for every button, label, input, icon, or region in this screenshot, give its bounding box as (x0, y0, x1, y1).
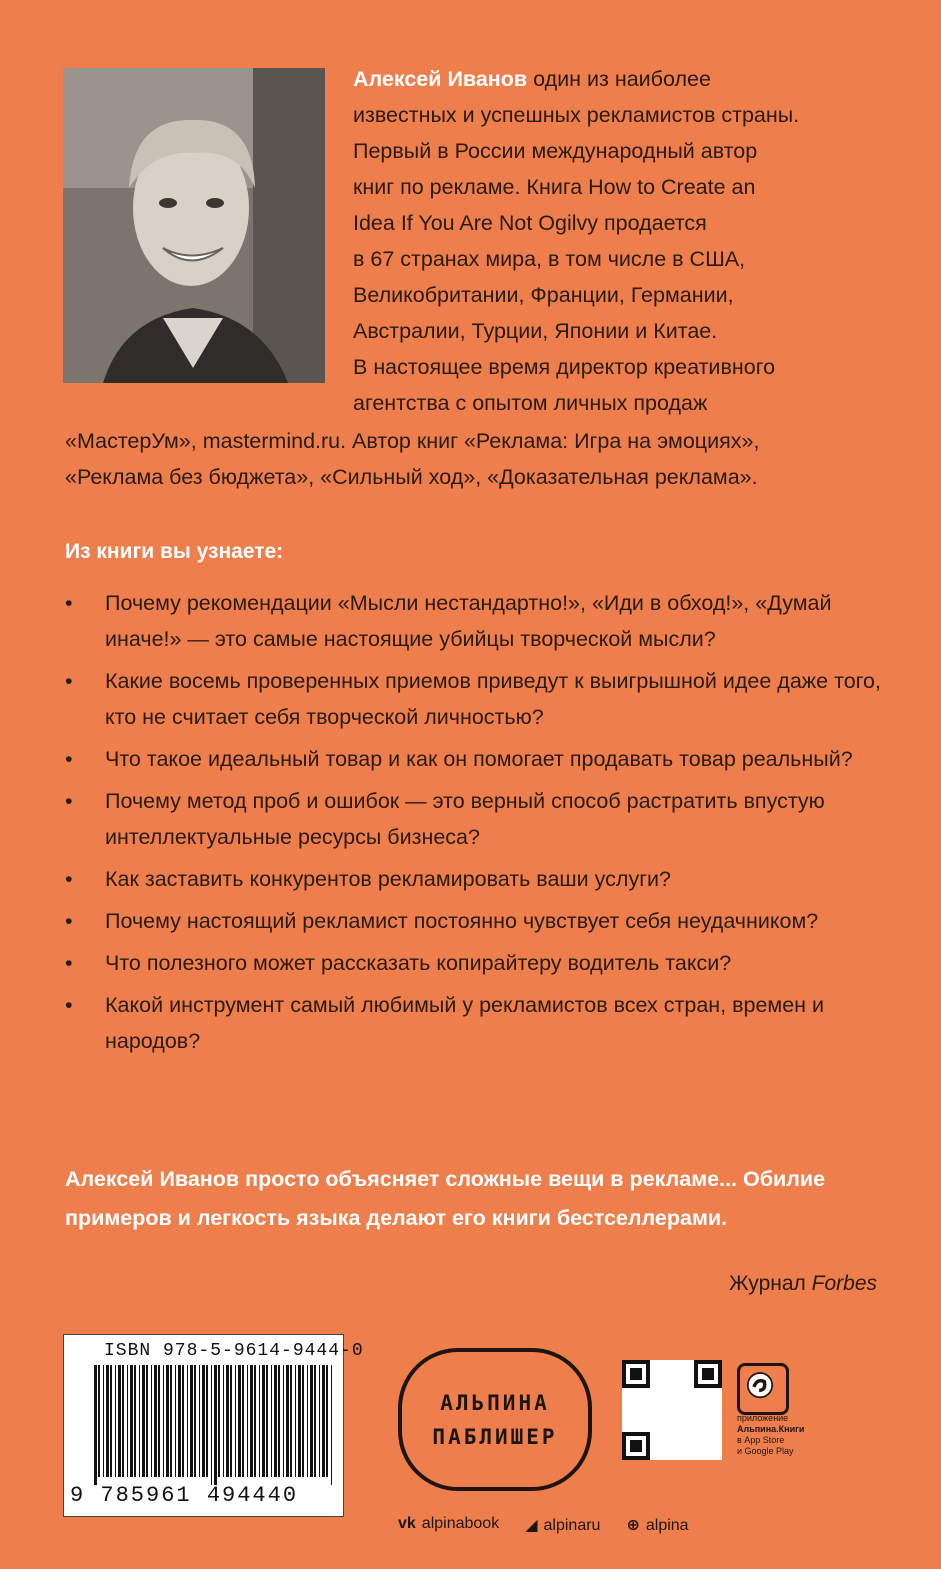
bullet-icon: • (65, 591, 73, 615)
list-item: • Какие восемь проверенных приемов приведут к выигрышной идее даже того, кто не считает себя творческой личностью? (65, 663, 905, 735)
bio-line: Австралии, Турции, Японии и Китае. (353, 319, 718, 343)
quote-source: Журнал Forbes (729, 1272, 877, 1295)
bio-line: в 67 странах мира, в том числе в США, (353, 247, 746, 271)
bio-line: Алексей Иванов один из наиболее (353, 67, 711, 91)
bullet-icon: • (65, 909, 73, 933)
list-item: • Какой инструмент самый любимый у рекламистов всех стран, времен и народов? (65, 987, 905, 1059)
vk-icon: vk (398, 1515, 416, 1532)
social-links (398, 1515, 689, 1535)
isbn-text: ISBN 978-5-9614-9444-0 (104, 1341, 364, 1361)
social-link-vk[interactable]: vk alpinabook (398, 1515, 500, 1532)
author-portrait (63, 68, 325, 383)
bio-line: В настоящее время директор креативного (353, 355, 776, 379)
publisher-logo (398, 1348, 592, 1491)
bullet-icon: • (65, 669, 73, 693)
review-quote: Алексей Иванов просто объясняет сложные вещи в рекламе... Обилие примеров и легкость языка делают его книги бестселлерами. (65, 1167, 826, 1230)
alpina-a-icon (740, 1366, 780, 1406)
bullet-list (65, 585, 905, 1065)
barcode-digits: 9 785961 494440 (70, 1483, 299, 1508)
publisher-line-2: ПАБЛИШЕР (432, 1424, 558, 1449)
bio-line: «Реклама без бюджета», «Сильный ход», «Доказательная реклама». (65, 465, 758, 489)
quote-source-name: Forbes (811, 1272, 877, 1295)
isbn-barcode (63, 1334, 364, 1517)
author-photo (63, 68, 325, 383)
list-item: • Что полезного может рассказать копирайтеру водитель такси? (65, 945, 905, 981)
list-item: • Почему рекомендации «Мысли нестандартно!», «Иди в обход!», «Думай иначе!» — это самые настоящие убийцы творческой мысли? (65, 585, 905, 657)
telegram-icon: ◢ (525, 1517, 538, 1534)
section-title: Из книги вы узнаете: (65, 540, 284, 563)
bio-line: Idea If You Are Not Ogilvy продается (353, 211, 707, 235)
publisher-line-1: АЛЬПИНА (440, 1390, 550, 1415)
list-item: • Почему настоящий рекламист постоянно чувствует себя неудачником? (65, 903, 905, 939)
plus-icon: ⊕ (626, 1517, 640, 1534)
bullet-icon: • (65, 867, 73, 891)
bullet-icon: • (65, 993, 73, 1017)
bullet-icon: • (65, 789, 73, 813)
bio-line: известных и успешных рекламистов страны. (353, 103, 800, 127)
bio-line: агентства с опытом личных продаж (353, 391, 708, 415)
qr-code-icon (622, 1360, 722, 1460)
list-item: • Что такое идеальный товар и как он помогает продавать товар реальный? (65, 741, 905, 777)
app-logo-icon (737, 1363, 789, 1415)
social-link-telegram[interactable]: ◢ alpinaru (525, 1517, 601, 1534)
bio-line: Первый в России международный автор (353, 139, 758, 163)
app-promo: приложение Альпина.Книги в App Store и Google Play (737, 1413, 805, 1456)
list-item: • Как заставить конкурентов рекламировать ваши услуги? (65, 861, 905, 897)
bullet-icon: • (65, 951, 73, 975)
bullet-icon: • (65, 747, 73, 771)
bio-line: Великобритании, Франции, Германии, (353, 283, 734, 307)
social-link-alpina[interactable]: ⊕ alpina (626, 1517, 689, 1534)
list-item: • Почему метод проб и ошибок — это верный способ растратить впустую интеллектуальные ресурсы бизнеса? (65, 783, 905, 855)
bio-line: книг по рекламе. Книга How to Create an (353, 175, 756, 199)
author-name: Алексей Иванов (353, 67, 528, 91)
bio-line: «МастерУм», mastermind.ru. Автор книг «Реклама: Игра на эмоциях», (65, 429, 760, 453)
barcode-icon (92, 1365, 336, 1485)
